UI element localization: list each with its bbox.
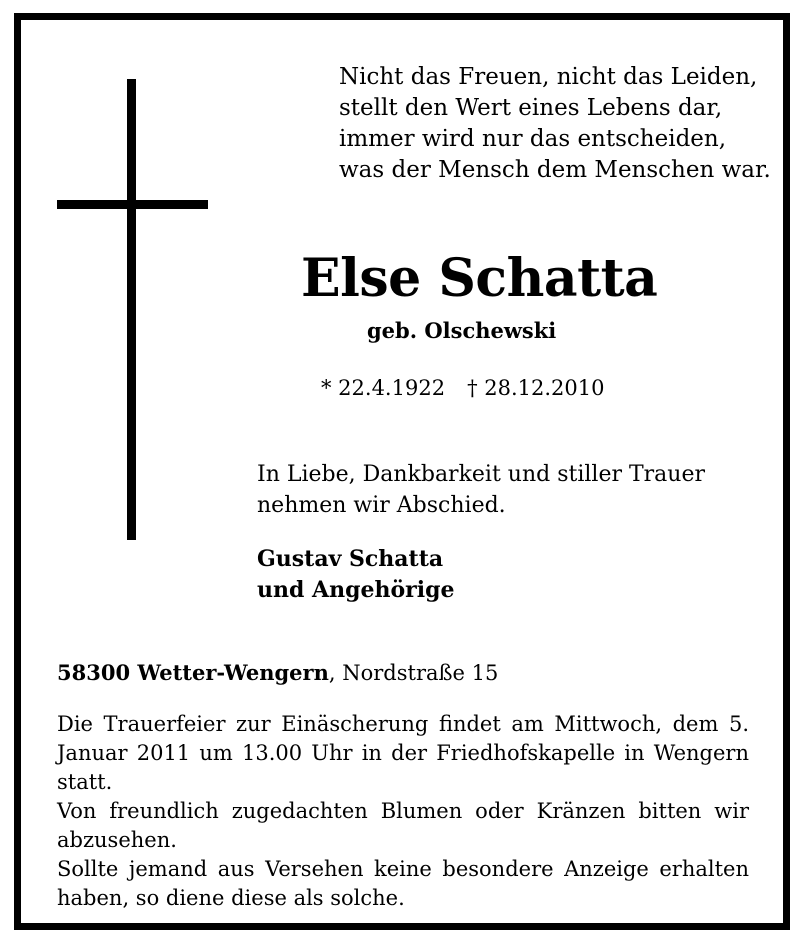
mourners-signature	[257, 544, 454, 606]
mourner-address	[57, 660, 498, 685]
obituary-notice	[14, 13, 790, 930]
farewell-text	[257, 459, 705, 521]
poem-line: was der Mensch dem Menschen war.	[339, 157, 771, 183]
maiden-name: geb. Olschewski	[367, 318, 557, 343]
address-street: , Nordstraße 15	[328, 661, 499, 685]
notice-paragraph: Sollte jemand aus Versehen keine besondere Anzeige erhalten haben, so diene diese als solche.	[57, 857, 749, 910]
poem-verse	[339, 62, 771, 186]
poem-line: stellt den Wert eines Lebens dar,	[339, 95, 723, 121]
poem-line: immer wird nur das entscheiden,	[339, 126, 727, 152]
farewell-line: nehmen wir Abschied.	[257, 493, 506, 518]
death-date: † 28.12.2010	[467, 376, 605, 400]
funeral-paragraph: Die Trauerfeier zur Einäscherung findet am Mittwoch, dem 5. Januar 2011 um 13.00 Uhr in der Friedhofskapelle in Wengern statt.	[57, 712, 749, 794]
life-dates	[321, 376, 604, 400]
address-city: 58300 Wetter-Wengern	[57, 660, 329, 685]
deceased-name: Else Schatta	[301, 248, 658, 309]
mourner-line: Gustav Schatta	[257, 546, 444, 572]
poem-line: Nicht das Freuen, nicht das Leiden,	[339, 64, 758, 90]
birth-date: * 22.4.1922	[321, 376, 446, 400]
farewell-line: In Liebe, Dankbarkeit und stiller Trauer	[257, 462, 705, 487]
funeral-details	[57, 710, 749, 913]
mourner-line: und Angehörige	[257, 577, 455, 603]
flowers-paragraph: Von freundlich zugedachten Blumen oder Kränzen bitten wir abzusehen.	[57, 799, 749, 852]
cross-icon	[127, 79, 136, 540]
cross-icon-crossbar	[57, 200, 208, 209]
